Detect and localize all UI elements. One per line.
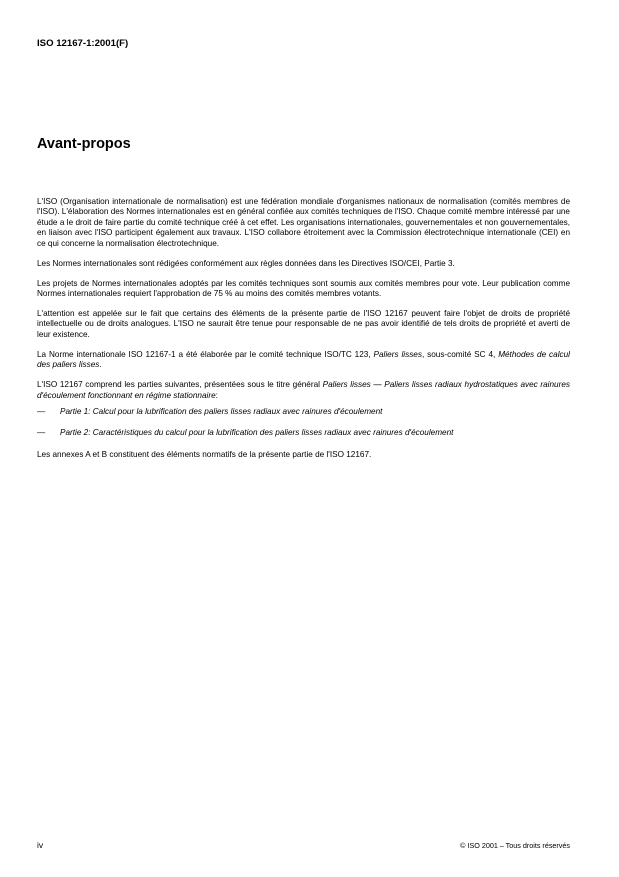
- text-fragment: , sous-comité SC 4,: [421, 349, 499, 359]
- committee-title: Paliers lisses: [373, 349, 422, 359]
- dash-bullet: —: [37, 407, 46, 417]
- list-item-part-2: [37, 428, 570, 438]
- copyright-notice: © ISO 2001 – Tous droits réservés: [460, 841, 570, 850]
- paragraph-committee: [37, 350, 570, 371]
- paragraph-iso-intro: L'ISO (Organisation internationale de normalisation) est une fédération mondiale d'organismes nationaux de normalisation (comités membres de l'ISO). L'élaboration des Normes internationales est en général confiée aux comités techniques de l'ISO. Chaque comité membre intéressé par une étude a le droit de faire partie du comité technique créé à cet effet. Les organisations internationales, gouvernementales et non gouvernementales, en liaison avec l'ISO participent également aux travaux. L'ISO collabore étroitement avec la Commission électrotechnique internationale (CEI) en ce qui concerne la normalisation électrotechnique.: [37, 197, 570, 248]
- paragraph-directives: Les Normes internationales sont rédigées conformément aux règles données dans les Directives ISO/CEI, Partie 3.: [37, 258, 455, 268]
- part-title: Partie 1: Calcul pour la lubrification des paliers lisses radiaux avec rainures d'écoulement: [60, 407, 383, 417]
- paragraph-patent-rights: L'attention est appelée sur le fait que certains des éléments de la présente partie de l'ISO 12167 peuvent faire l'objet de droits de propriété intellectuelle ou de droits analogues. L'ISO ne saurait être tenue pour responsable de ne pas avoir identifié de tels droits de propriété et averti de leur existence.: [37, 309, 570, 339]
- subcommittee-title: Méthodes de calcul des paliers lisses: [37, 349, 570, 370]
- text-fragment: L'ISO 12167 comprend les parties suivantes, présentées sous le titre général: [37, 380, 323, 390]
- document-id: ISO 12167-1:2001(F): [37, 38, 129, 49]
- paragraph-parts-intro: [37, 380, 570, 401]
- text-fragment: La Norme internationale ISO 12167-1 a été élaborée par le comité technique ISO/TC 123,: [37, 349, 374, 359]
- body-text: [37, 197, 570, 470]
- list-item-part-1: [37, 407, 570, 417]
- text-fragment: .: [99, 360, 102, 370]
- paragraph-annexes: Les annexes A et B constituent des éléments normatifs de la présente partie de l'ISO 12167.: [37, 449, 372, 459]
- part-title: Partie 2: Caractéristiques du calcul pour la lubrification des paliers lisses radiaux avec rainures d'écoulement: [60, 428, 454, 438]
- dash-bullet: —: [37, 428, 46, 438]
- text-fragment: :: [215, 390, 218, 400]
- general-title: Paliers lisses — Paliers lisses radiaux hydrostatiques avec rainures d'écoulement fonctionnant en régime stationnaire: [37, 380, 570, 400]
- page-number: iv: [37, 840, 44, 850]
- paragraph-voting: Les projets de Normes internationales adoptés par les comités techniques sont soumis aux comités membres pour vote. Leur publication comme Normes internationales requiert l'approbation de 75 % au moins des comités membres votants.: [37, 278, 570, 299]
- page-title: Avant-propos: [37, 136, 131, 152]
